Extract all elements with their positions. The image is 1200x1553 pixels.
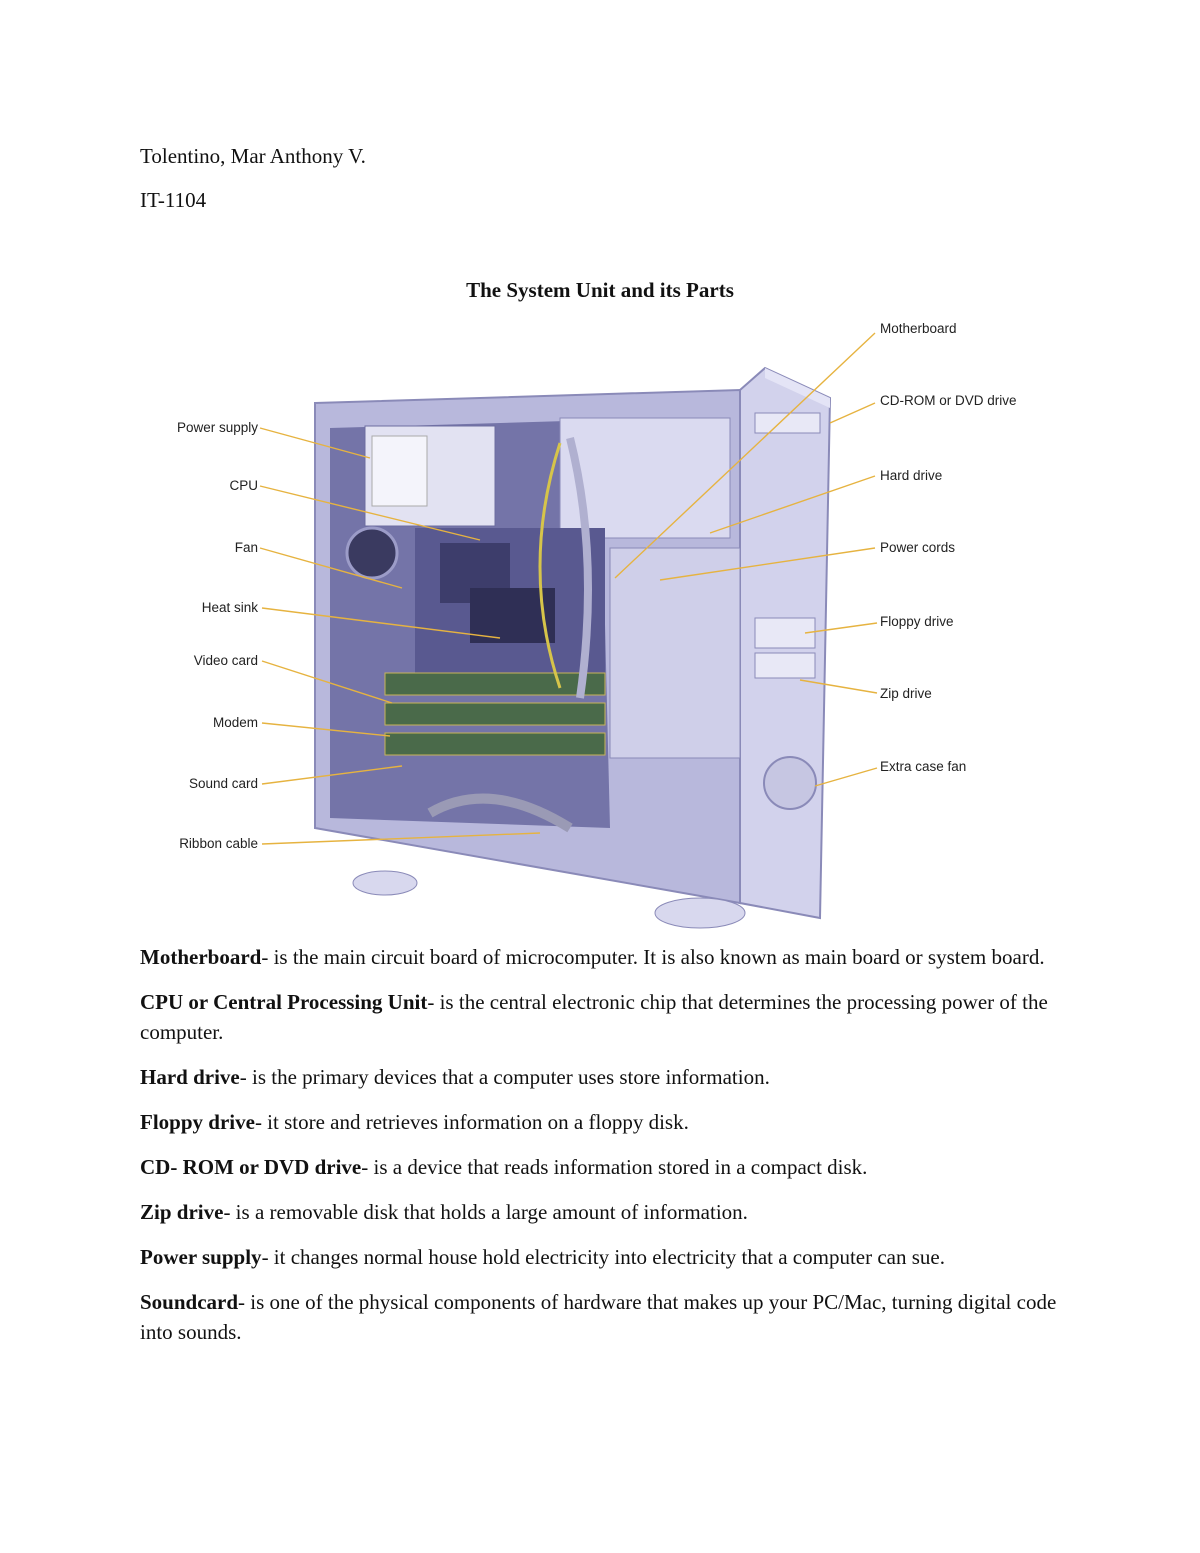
definition-text: - is the central electronic chip that determines the processing power of the computer. <box>140 990 1048 1044</box>
definition-text: - is one of the physical components of hardware that makes up your PC/Mac, turning digital code into sounds. <box>140 1290 1057 1344</box>
definition-item <box>140 1287 1070 1347</box>
diagram-label-ribbon-cable: Ribbon cable <box>179 836 258 851</box>
system-unit-diagram <box>140 308 1060 940</box>
definition-term: Hard drive <box>140 1065 240 1089</box>
diagram-label-power-cords: Power cords <box>880 540 956 555</box>
diagram-label-cd-rom-or-dvd-drive: CD-ROM or DVD drive <box>880 393 1017 408</box>
fan-shape <box>347 528 397 578</box>
definition-item <box>140 1062 1070 1092</box>
definition-item <box>140 1152 1070 1182</box>
diagram-label-zip-drive: Zip drive <box>880 686 932 701</box>
diagram-label-modem: Modem <box>212 715 258 730</box>
definition-term: Power supply <box>140 1245 262 1269</box>
definition-term: CPU or Central Processing Unit <box>140 990 428 1014</box>
definition-text: - is a device that reads information stored in a compact disk. <box>361 1155 868 1179</box>
definition-text: - it store and retrieves information on a floppy disk. <box>254 1110 689 1134</box>
document-title: The System Unit and its Parts <box>466 278 734 302</box>
author-name: Tolentino, Mar Anthony V. <box>140 144 366 168</box>
diagram-label-power-supply: Power supply <box>176 420 258 435</box>
diagram-label-video-card: Video card <box>193 653 258 668</box>
definition-item <box>140 1242 1070 1272</box>
definition-item <box>140 1107 1070 1137</box>
diagram-label-cpu: CPU <box>229 478 258 493</box>
definition-item <box>140 987 1070 1047</box>
diagram-label-hard-drive: Hard drive <box>880 468 943 483</box>
diagram-label-sound-card: Sound card <box>188 776 258 791</box>
definition-term: Zip drive <box>140 1200 224 1224</box>
definition-term: CD- ROM or DVD drive <box>140 1155 362 1179</box>
definition-item <box>140 942 1070 972</box>
definition-item <box>140 1197 1070 1227</box>
definition-term: Soundcard <box>140 1290 239 1314</box>
case-illustration <box>315 368 830 928</box>
definition-text: - it changes normal house hold electricity into electricity that a computer can sue. <box>261 1245 945 1269</box>
right-labels <box>880 321 1017 774</box>
definitions-list <box>140 942 1070 1362</box>
course-code: IT-1104 <box>140 188 207 212</box>
left-labels <box>177 420 258 851</box>
diagram-label-floppy-drive: Floppy drive <box>880 614 954 629</box>
definition-text: - is the main circuit board of microcomputer. It is also known as main board or system board. <box>261 945 1045 969</box>
diagram-label-fan: Fan <box>234 540 258 555</box>
diagram-label-motherboard: Motherboard <box>880 321 957 336</box>
definition-text: - is a removable disk that holds a large amount of information. <box>223 1200 748 1224</box>
definition-term: Motherboard <box>140 945 262 969</box>
definition-term: Floppy drive <box>140 1110 255 1134</box>
definition-text: - is the primary devices that a computer uses store information. <box>239 1065 770 1089</box>
diagram-label-heat-sink: Heat sink <box>201 600 258 615</box>
diagram-label-extra-case-fan: Extra case fan <box>880 759 967 774</box>
